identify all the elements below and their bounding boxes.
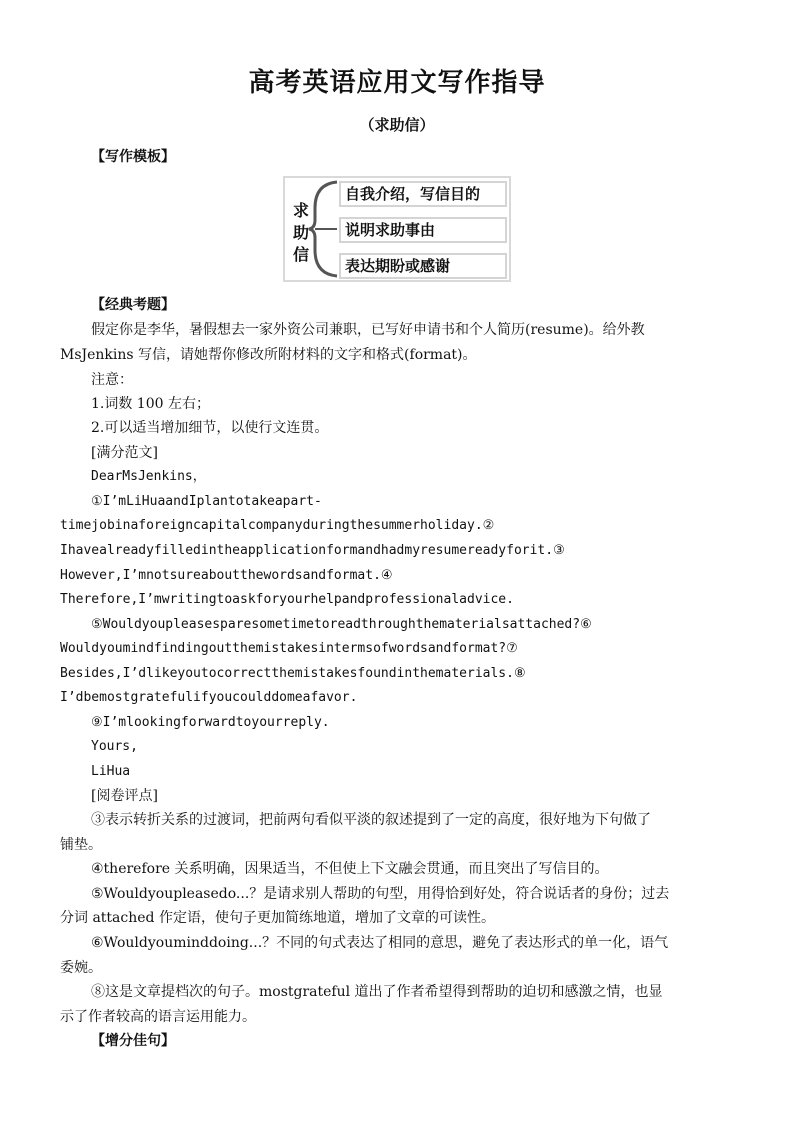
review-line: 示了作者较高的语言运用能力。 xyxy=(60,1009,256,1025)
section-heading-classic: 【经典考题】 xyxy=(91,297,175,313)
note-title: 注意： xyxy=(91,372,133,388)
review-line: 分词 attached 作定语，使句子更加简练地道，增加了文章的可读性。 xyxy=(60,910,495,926)
review-label: [阅卷评点] xyxy=(91,788,158,804)
model-label: [满分范文] xyxy=(91,445,158,461)
review-line: ⑥Wouldyouminddoing...？不同的句式表达了相同的意思，避免了表达形式的单一化，语气 xyxy=(91,935,669,951)
letter-line: timejobinaforeigncapitalcompanyduringthesummerholiday.② xyxy=(60,518,495,533)
review-line: 铺垫。 xyxy=(60,837,102,853)
review-line: ③表示转折关系的过渡词，把前两句看似平淡的叙述提到了一定的高度，很好地为下句做了 xyxy=(91,812,651,828)
letter-closing: Yours, xyxy=(91,739,138,754)
letter-signature: LiHua xyxy=(91,764,131,779)
letter-line: Wouldyoumindfindingoutthemistakesintermsofwordsandformat?⑦ xyxy=(60,641,518,656)
letter-line: ⑨I’mlookingforwardtoyourreply. xyxy=(91,715,330,730)
letter-line: Therefore,I’mwritingtoaskforyourhelpandprofessionaladvice. xyxy=(60,592,514,607)
review-line: ④therefore 关系明确，因果适当，不但使上下文融会贯通，而且突出了写信目的。 xyxy=(91,861,609,877)
review-line: 委婉。 xyxy=(60,960,102,976)
brace-icon xyxy=(307,178,343,280)
template-diagram xyxy=(283,176,511,282)
diagram-center-char: 助 xyxy=(292,223,309,242)
section-heading-template: 【写作模板】 xyxy=(91,149,175,165)
page-title: 高考英语应用文写作指导 xyxy=(248,68,546,98)
section-heading-sentences: 【增分佳句】 xyxy=(91,1033,175,1049)
note-item: 2.可以适当增加细节，以使行文连贯。 xyxy=(91,420,329,436)
note-item: 1.词数 100 左右； xyxy=(91,396,210,412)
letter-line: ①I’mLiHuaandIplantotakeapart- xyxy=(91,494,322,509)
letter-line: ⑤Wouldyoupleasesparesometimetoreadthroughthematerialsattached?⑥ xyxy=(91,617,592,632)
prompt-line: MsJenkins 写信，请她帮你修改所附材料的文字和格式(format)。 xyxy=(60,347,477,363)
diagram-item-introduction: 自我介绍，写信目的 xyxy=(339,181,507,207)
diagram-center-char: 求 xyxy=(292,201,309,220)
review-line: ⑤Wouldyoupleasedo...？是请求别人帮助的句型，用得恰到好处，符合说话者的身份；过去 xyxy=(91,886,670,902)
prompt-line: 假定你是李华，暑假想去一家外资公司兼职，已写好申请书和个人简历(resume)。给外教 xyxy=(91,322,645,338)
diagram-item-reason: 说明求助事由 xyxy=(339,217,507,243)
letter-greeting: DearMsJenkins， xyxy=(91,469,206,484)
letter-line: However,I’mnotsureaboutthewordsandformat.④ xyxy=(60,568,393,583)
letter-line: I’dbemostgratefulifyoucoulddomeafavor. xyxy=(60,690,358,705)
page-subtitle: （求助信） xyxy=(359,116,435,134)
letter-line: Ihavealreadyfilledintheapplicationformandhadmyresumereadyforit.③ xyxy=(60,543,565,558)
diagram-item-thanks: 表达期盼或感谢 xyxy=(339,253,507,279)
review-line: ⑧这是文章提档次的句子。mostgrateful 道出了作者希望得到帮助的迫切和感激之情，也显 xyxy=(91,984,663,1000)
letter-line: Besides,I’dlikeyoutocorrectthemistakesfoundinthematerials.⑧ xyxy=(60,666,526,681)
diagram-center-char: 信 xyxy=(292,245,309,264)
